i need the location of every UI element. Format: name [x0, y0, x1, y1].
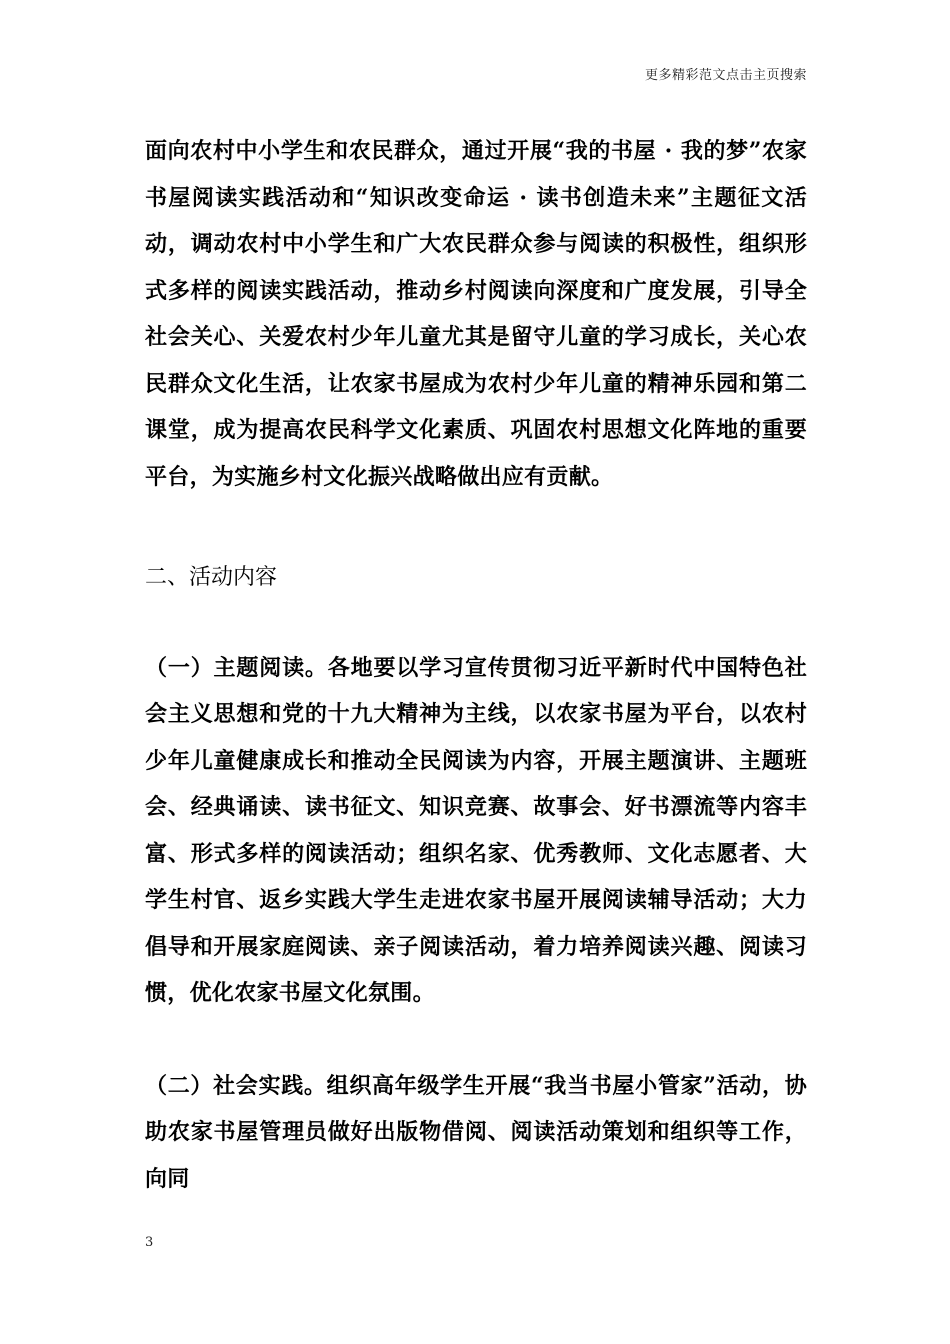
paragraph-social-practice: （二）社会实践。组织高年级学生开展“我当书屋小管家”活动，协助农家书屋管理员做好出版物借阅、阅读活动策划和组织等工作，向同 [145, 1072, 807, 1192]
header-note: 更多精彩范文点击主页搜索 [644, 68, 807, 83]
paragraph-gap [145, 602, 807, 645]
page-number: 3 [145, 1235, 154, 1250]
section-heading-activity-content: 二、活动内容 [145, 565, 278, 590]
paragraph-gap [145, 500, 807, 555]
document-body [145, 128, 807, 1202]
paragraph-theme-reading: （一）主题阅读。各地要以学习宣传贯彻习近平新时代中国特色社会主义思想和党的十九大精神为主线，以农家书屋为平台，以农村少年儿童健康成长和推动全民阅读为内容，开展主题演讲、主题班会、经典诵读、读书征文、知识竞赛、故事会、好书漂流等内容丰富、形式多样的阅读活动；组织名家、优秀教师、文化志愿者、大学生村官、返乡实践大学生走进农家书屋开展阅读辅导活动；大力倡导和开展家庭阅读、亲子阅读活动，着力培养阅读兴趣、阅读习惯，优化农家书屋文化氛围。 [145, 654, 807, 1006]
paragraph-gap [145, 1017, 807, 1063]
paragraph-purpose: 面向农村中小学生和农民群众，通过开展“我的书屋 · 我的梦”农家书屋阅读实践活动和“知识改变命运 · 读书创造未来”主题征文活动，调动农村中小学生和广大农民群众参与阅读的积极性，组织形式多样的阅读实践活动，推动乡村阅读向深度和广度发展，引导全社会关心、关爱农村少年儿童尤其是留守儿童的学习成长，关心农民群众文化生活，让农家书屋成为农村少年儿童的精神乐园和第二课堂，成为提高农民科学文化素质、巩固农村思想文化阵地的重要平台，为实施乡村文化振兴战略做出应有贡献。 [145, 138, 807, 490]
